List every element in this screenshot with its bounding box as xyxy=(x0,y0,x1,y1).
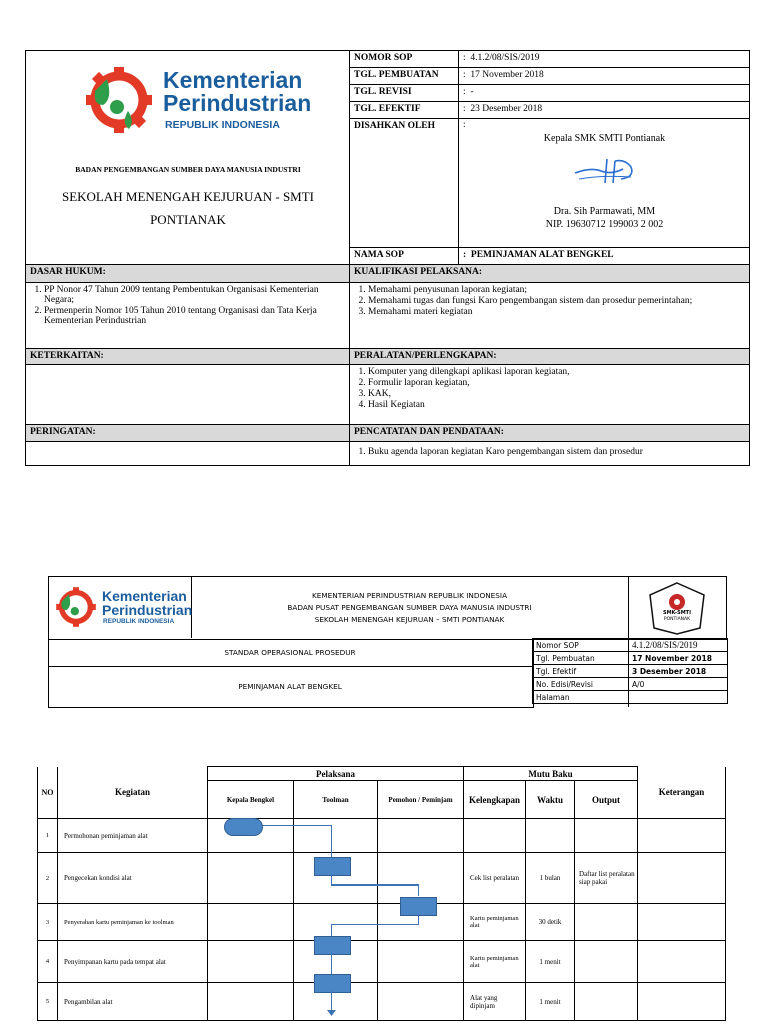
badge-bottom-text: PONTIANAK xyxy=(663,617,691,622)
info-value: A/0 xyxy=(629,678,728,691)
flow-connector xyxy=(331,924,332,936)
section-title-peringatan: PERINGATAN: xyxy=(26,425,350,442)
row-waktu: 30 detik xyxy=(526,904,575,941)
ministry-line1: KEMENTERIAN PERINDUSTRIAN REPUBLIK INDONESIA xyxy=(311,591,508,600)
field-label: NOMOR SOP xyxy=(350,51,459,68)
row-kegiatan: Pengecekan kondisi alat xyxy=(58,853,208,904)
row-no: 4 xyxy=(38,941,58,983)
row-waktu: 1 menit xyxy=(526,941,575,983)
row-output: Daftar list peralatan siap pakai xyxy=(575,853,638,904)
row-keterangan xyxy=(638,904,726,941)
sop-header2 xyxy=(48,576,727,707)
approval-cell: : Kepala SMK SMTI Pontianak Dra. Sih Parmawati, MM NIP. 19630712 199003 2 002 xyxy=(459,119,750,248)
info-value: 17 November 2018 xyxy=(629,652,728,665)
dasar-hukum-list xyxy=(26,283,350,349)
row-kelengkapan: Cek list peralatan xyxy=(464,853,526,904)
list-item: 1. Komputer yang dilengkapi aplikasi laporan kegiatan, xyxy=(368,367,745,377)
ministry-line2: BADAN PUSAT PENGEMBANGAN SUMBER DAYA MANUSIA INDUSTRI xyxy=(287,603,532,612)
ministry-heading xyxy=(191,590,628,626)
row-kegiatan: Penyimpanan kartu pada tempat alat xyxy=(58,941,208,983)
table-row xyxy=(38,904,726,941)
list-item: 3. Memahami materi kegiatan xyxy=(368,307,745,317)
info-value xyxy=(629,691,728,704)
logo-subtitle: REPUBLIK INDONESIA xyxy=(165,119,280,131)
row-no: 3 xyxy=(38,904,58,941)
row-waktu: 1 menit xyxy=(526,983,575,1021)
row-kelengkapan xyxy=(464,819,526,853)
row-keterangan xyxy=(638,853,726,904)
ministry-line3: SEKOLAH MENENGAH KEJURUAN – SMTI PONTIANAK xyxy=(314,615,505,624)
pencatatan-list xyxy=(350,442,750,466)
peralatan-list xyxy=(350,365,750,425)
row-output xyxy=(575,904,638,941)
cell-pemohon xyxy=(378,983,464,1021)
sop-name-value: : PEMINJAMAN ALAT BENGKEL xyxy=(459,247,750,264)
row-keterangan xyxy=(638,983,726,1021)
row-no: 1 xyxy=(38,819,58,853)
logo-title-line2: Perindustrian xyxy=(163,90,312,116)
row-keterangan xyxy=(638,941,726,983)
list-item: 1. Buku agenda laporan kegiatan Karo pengembangan sistem dan prosedur xyxy=(368,447,745,457)
field-value: : - xyxy=(459,85,750,102)
row-keterangan xyxy=(638,819,726,853)
keterkaitan-content xyxy=(26,365,350,425)
list-item: 2. Memahami tugas dan fungsi Karo pengembangan sistem dan prosedur pemerintahan; xyxy=(368,296,745,306)
flow-process-box xyxy=(314,974,351,993)
field-value: : 17 November 2018 xyxy=(459,68,750,85)
section-title-keterkaitan: KETERKAITAN: xyxy=(26,349,350,365)
col-toolman: Toolman xyxy=(294,781,378,819)
flow-table xyxy=(37,766,726,1021)
col-output: Output xyxy=(575,781,638,819)
cell-toolman xyxy=(294,819,378,853)
flow-start-terminator xyxy=(224,818,263,836)
flow-connector xyxy=(331,884,419,886)
flow-process-box xyxy=(314,857,351,876)
cell-pemohon xyxy=(378,853,464,904)
approver-name: Dra. Sih Parmawati, MM xyxy=(553,206,656,218)
table-row xyxy=(38,819,726,853)
field-value: : 23 Desember 2018 xyxy=(459,102,750,119)
school-badge-icon xyxy=(646,580,708,636)
list-item: 4. Hasil Kegiatan xyxy=(368,400,745,410)
table-row xyxy=(38,941,726,983)
list-item: 3. KAK, xyxy=(368,389,745,399)
table-row xyxy=(38,983,726,1021)
sop-header-table xyxy=(25,50,750,466)
logo-title-line1: Kementerian xyxy=(163,67,303,93)
field-label: TGL. REVISI xyxy=(350,85,459,102)
row-kelengkapan: Alat yang dipinjam xyxy=(464,983,526,1021)
logo2-title-line1: Kementerian xyxy=(102,588,187,604)
flow-connector xyxy=(418,884,419,896)
row-waktu: 1 bulan xyxy=(526,853,575,904)
info-label: No. Edisi/Revisi xyxy=(533,678,629,691)
list-item: 1. PP Nonor 47 Tahun 2009 tentang Pembentukan Organisasi Kementerian Negara; xyxy=(44,285,345,305)
info-label: Tgl. Pembuatan xyxy=(533,652,629,665)
col-mutu-baku: Mutu Baku xyxy=(464,767,638,781)
field-label: TGL. PEMBUATAN xyxy=(350,68,459,85)
logo2-subtitle: REPUBLIK INDONESIA xyxy=(103,618,175,625)
sop-left-bottom: PEMINJAMAN ALAT BENGKEL xyxy=(238,682,342,691)
list-item: 1. Memahami penyusunan laporan kegiatan; xyxy=(368,285,745,295)
cell-kepala xyxy=(208,983,294,1021)
col-keterangan: Keterangan xyxy=(638,767,726,819)
signature-image xyxy=(571,153,641,189)
row-output xyxy=(575,983,638,1021)
sop-info-table xyxy=(532,638,728,704)
flow-connector xyxy=(331,924,419,925)
agency-name: BADAN PENGEMBANGAN SUMBER DAYA MANUSIA INDUSTRI xyxy=(75,165,301,174)
info-label: Tgl. Efektif xyxy=(533,665,629,678)
col-pelaksana: Pelaksana xyxy=(208,767,464,781)
row-output xyxy=(575,941,638,983)
col-pemohon: Pemohon / Peminjam xyxy=(378,781,464,819)
col-waktu: Waktu xyxy=(526,781,575,819)
row-output xyxy=(575,819,638,853)
approver-nip: NIP. 19630712 199003 2 002 xyxy=(545,219,664,231)
row-kelengkapan: Kartu peminjaman alat xyxy=(464,941,526,983)
logo2-title-line2: Perindustrian xyxy=(102,602,193,618)
field-label: TGL. EFEKTIF xyxy=(350,102,459,119)
col-kepala-bengkel: Kepala Bengkel xyxy=(208,781,294,819)
flow-connector xyxy=(261,825,332,826)
cell-toolman xyxy=(294,904,378,941)
section-title-dasar-hukum: DASAR HUKUM: xyxy=(26,265,350,283)
approval-title: Kepala SMK SMTI Pontianak xyxy=(543,133,666,145)
cell-pemohon xyxy=(378,819,464,853)
table-row xyxy=(38,853,726,904)
field-value: : 4.1.2/08/SIS/2019 xyxy=(459,51,750,68)
row-no: 2 xyxy=(38,853,58,904)
school-name-line1: SEKOLAH MENENGAH KEJURUAN - SMTI xyxy=(61,189,315,204)
approval-label: DISAHKAN OLEH xyxy=(350,119,459,248)
info-value: 3 Desember 2018 xyxy=(629,665,728,678)
list-item: 2. Formulir laporan kegiatan, xyxy=(368,378,745,388)
section-title-kualifikasi: KUALIFIKASI PELAKSANA: xyxy=(350,265,750,283)
arrow-down-icon xyxy=(327,1010,336,1016)
col-kelengkapan: Kelengkapan xyxy=(464,781,526,819)
section-title-pencatatan: PENCATATAN DAN PENDATAAN: xyxy=(350,425,750,442)
peringatan-content xyxy=(26,442,350,466)
row-no: 5 xyxy=(38,983,58,1021)
sop-name-label: NAMA SOP xyxy=(350,247,459,264)
row-waktu xyxy=(526,819,575,853)
col-no: NO xyxy=(38,767,58,819)
info-label: Nomor SOP xyxy=(533,639,629,652)
flow-connector xyxy=(331,953,332,974)
sop-left-top: STANDAR OPERASIONAL PROSEDUR xyxy=(224,648,356,657)
kualifikasi-list xyxy=(350,283,750,349)
badge-top-text: SMK-SMTI xyxy=(663,610,691,616)
gear-logo-icon xyxy=(83,65,155,135)
identity-cell xyxy=(26,51,350,265)
cell-pemohon xyxy=(378,941,464,983)
section-title-peralatan: PERALATAN/PERLENGKAPAN: xyxy=(350,349,750,365)
info-value: 4.1.2/08/SIS/2019 xyxy=(629,639,728,652)
list-item: 2. Permenperin Nomor 105 Tahun 2010 tentang Organisasi dan Tata Kerja Kementerian Perindustrian xyxy=(44,306,345,326)
gear-logo-icon xyxy=(54,586,98,628)
flow-process-box xyxy=(314,936,351,955)
row-kegiatan: Pengambilan alat xyxy=(58,983,208,1021)
row-kegiatan: Permohonan peminjaman alat xyxy=(58,819,208,853)
cell-kepala xyxy=(208,904,294,941)
col-kegiatan: Kegiatan xyxy=(58,767,208,819)
flow-connector xyxy=(331,825,332,857)
info-label: Halaman xyxy=(533,691,629,704)
row-kelengkapan: Kartu peminjaman alat xyxy=(464,904,526,941)
row-kegiatan: Penyerahan kartu peminjaman ke toolman xyxy=(58,904,208,941)
cell-kepala xyxy=(208,941,294,983)
cell-kepala xyxy=(208,853,294,904)
school-name-line2: PONTIANAK xyxy=(150,212,226,227)
